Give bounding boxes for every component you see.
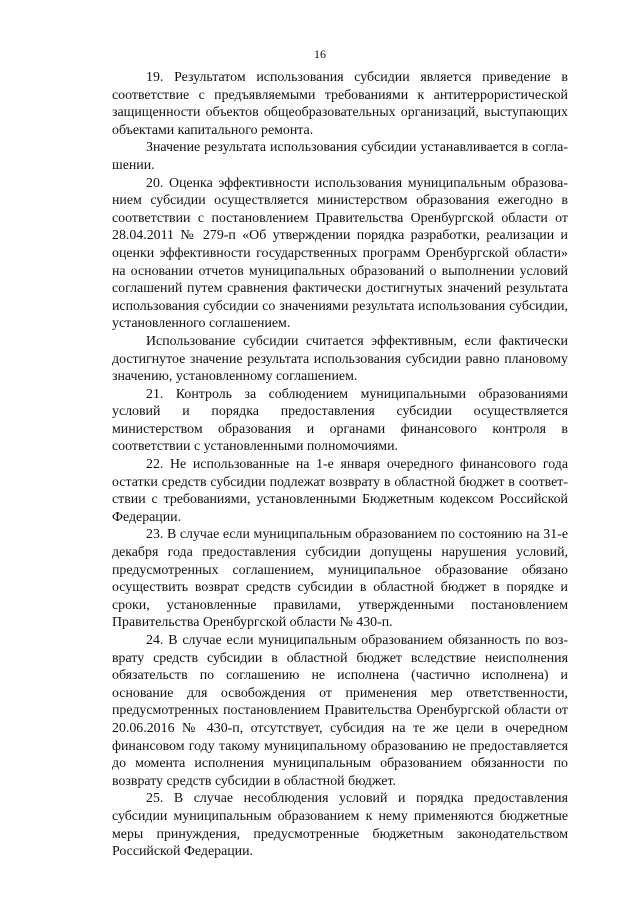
paragraph-23: 23. В случае если муниципальным образованием по состоянию на 31-е декабря года предоставления субсидии допущены нарушения условий, предусмотренных соглашением, муниципальное образование обязано осуществить возврат средств субсидии в областной бюджет в порядке и сроки, установленные правилами, утвержденными постановлением Правительства Оренбургской области № 430-п. — [112, 527, 568, 631]
paragraph-21: 21. Контроль за соблюдением муниципальными образованиями условий и порядка предоставления субсидии осуществляется министерством образования и органами финансового контроля в соответствии с установленными полномочиями. — [112, 386, 568, 455]
document-body — [112, 69, 568, 861]
paragraph-19-note: Значение результата использования субсидии устанавливается в соглашении. — [112, 140, 568, 173]
paragraph-24: 24. В случае если муниципальным образованием обязанность по возврату средств субсидии в областной бюджет вследствие неисполнения обязательств по соглашению не исполнена (частично исполнена) и основание для освобождения от применения мер ответственности, предусмотренных постановлением Правительства Оренбургской области от 20.06.2016 № 430-п, отсутствует, субсидия на те же цели в очередном финансовом году такому муниципальному образованию не предоставляется до момента исполнения муниципальным образованием обязанности по возврату средств субсидии в областной бюджет. — [112, 633, 568, 789]
paragraph-25: 25. В случае несоблюдения условий и порядка предоставления субсидии муниципальным образованием к нему применяются бюджетные меры принуждения, предусмотренные бюджетным законодательством Российской Федерации. — [112, 791, 568, 860]
page-number: 16 — [314, 47, 326, 61]
paragraph-20: 20. Оценка эффективности использования муниципальным образованием субсидии осуществляется министерством образования ежегодно в соответствии с постановлением Правительства Оренбургской области от 28.04.2011 № 279-п «Об утверждении порядка разработки, реализации и оценки эффективности государственных программ Оренбургской области» на основании отчетов муниципальных образований о выполнении условий соглашений путем сравнения фактически достигнутых значений результата использования субсидии со значениями результата использования субсидии, установленного соглашением. — [112, 175, 568, 332]
paragraph-22: 22. Не использованные на 1-е января очередного финансового года остатки средств субсидии подлежат возврату в областной бюджет в соответствии с требованиями, установленными Бюджетным кодексом Российской Федерации. — [112, 457, 568, 525]
paragraph-20-note: Использование субсидии считается эффективным, если фактически достигнутое значение результата использования субсидии равно плановому значению, установленному соглашением. — [112, 333, 568, 385]
paragraph-19: 19. Результатом использования субсидии является приведение в соответствие с предъявляемыми требованиями к антитеррористической защищенности объектов общеобразовательных организаций, выступающих объектами капитального ремонта. — [112, 70, 568, 138]
